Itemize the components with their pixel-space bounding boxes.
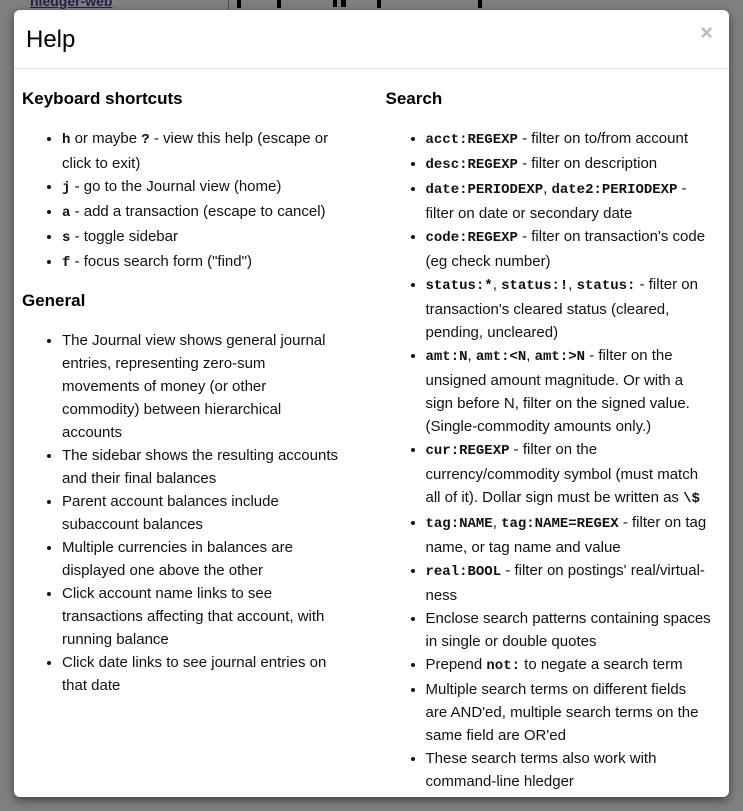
code-span: h (62, 132, 71, 148)
list-item: • h or maybe ? - view this help (escape or click to exit) (62, 127, 344, 175)
list-item: • Multiple currencies in balances are displayed one above the other (62, 536, 344, 582)
section-heading: Search (385, 89, 443, 108)
list-item: • f - focus search form ("find") (62, 250, 344, 275)
code-span: j (62, 180, 71, 196)
help-modal (14, 10, 729, 797)
code-span: status: (576, 278, 636, 294)
code-span: f (62, 255, 71, 271)
code-span: not: (486, 658, 520, 674)
code-span: code:REGEXP (425, 230, 518, 246)
code-span: a (62, 205, 71, 221)
list-item: • s - toggle sidebar (62, 225, 344, 250)
section-heading: General (22, 291, 86, 310)
code-span: real:BOOL (425, 564, 502, 580)
code-span: status:* (425, 278, 493, 294)
help-column-right (372, 89, 722, 809)
section-heading: Keyboard shortcuts (22, 89, 183, 108)
list-item: • Parent account balances include subaccount balances (62, 490, 344, 536)
modal-header (14, 10, 729, 69)
list-item: • Click account name links to see transactions affecting that account, with running balance (62, 582, 344, 651)
help-list (22, 329, 344, 697)
code-span: tag:NAME (425, 516, 493, 532)
list-item: • real:BOOL - filter on postings' real/virtual-ness (426, 559, 712, 607)
modal-title: Help (26, 26, 76, 53)
list-item: • The Journal view shows general journal entries, representing zero-sum movements of money (or other commodity) between hierarchical accounts (62, 329, 344, 444)
help-list (386, 127, 712, 793)
code-span: amt:>N (534, 349, 586, 365)
code-span: \$ (683, 491, 700, 507)
code-span: date:PERIODEXP (425, 182, 544, 198)
list-item: • status:*, status:!, status: - filter on transaction's cleared status (cleared, pending, uncleared) (426, 273, 712, 344)
list-item: • cur:REGEXP - filter on the currency/commodity symbol (must match all of it). Dollar sign must be written as \$ (426, 438, 712, 511)
code-span: amt:N (425, 349, 468, 365)
code-span: s (62, 230, 71, 246)
code-span: status:! (501, 278, 569, 294)
list-item: • acct:REGEXP - filter on to/from account (426, 127, 712, 152)
help-list (22, 127, 344, 275)
list-item: • Multiple search terms on different fields are AND'ed, multiple search terms on the same field are OR'ed (426, 678, 712, 747)
list-item: • Click date links to see journal entries on that date (62, 651, 344, 697)
code-span: tag:NAME=REGEX (501, 516, 619, 532)
list-item: • desc:REGEXP - filter on description (426, 152, 712, 177)
code-span: cur:REGEXP (425, 443, 510, 459)
code-span: acct:REGEXP (425, 132, 518, 148)
list-item: • amt:N, amt:<N, amt:>N - filter on the unsigned amount magnitude. Or with a sign before N, filter on the signed value. (Single-commodity amounts only.) (426, 344, 712, 438)
code-span: amt:<N (475, 349, 527, 365)
list-item: • a - add a transaction (escape to cancel) (62, 200, 344, 225)
list-item: • code:REGEXP - filter on transaction's code (eg check number) (426, 225, 712, 273)
list-item: • These search terms also work with command-line hledger (426, 747, 712, 793)
modal-body (14, 69, 729, 809)
list-item: • j - go to the Journal view (home) (62, 175, 344, 200)
code-span: ? (141, 132, 150, 148)
list-item: • Prepend not: to negate a search term (426, 653, 712, 678)
close-icon[interactable]: × (700, 20, 713, 45)
list-item: • Enclose search patterns containing spaces in single or double quotes (426, 607, 712, 653)
list-item: • date:PERIODEXP, date2:PERIODEXP - filter on date or secondary date (426, 177, 712, 225)
code-span: desc:REGEXP (425, 157, 518, 173)
help-column-left (22, 89, 372, 809)
code-span: date2:PERIODEXP (551, 182, 678, 198)
list-item: • The sidebar shows the resulting accounts and their final balances (62, 444, 344, 490)
list-item: • tag:NAME, tag:NAME=REGEX - filter on tag name, or tag name and value (426, 511, 712, 559)
